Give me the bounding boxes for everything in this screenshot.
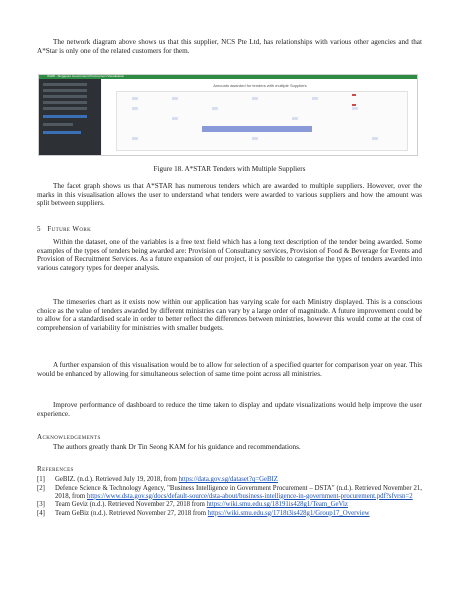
reference-number: [4] bbox=[37, 509, 45, 517]
references-heading: References bbox=[37, 465, 74, 473]
figure-main-panel bbox=[102, 79, 418, 156]
figure-facet-cell bbox=[212, 107, 218, 110]
figure-sidebar-item-active bbox=[43, 131, 81, 134]
figure-caption: Figure 18. A*STAR Tenders with Multiple Suppliers bbox=[153, 165, 306, 173]
reference-number: [2] bbox=[37, 484, 45, 492]
figure-facet-cell bbox=[252, 97, 258, 100]
future-work-paragraph: Within the dataset, one of the variables is a free text field which has a long text description of the tender being awarded. Some examples of the types of tenders being awarded are: Provision of Consultancy services, Provision of Food & Beverage for Events and Provision of Recruitment Services. As a future expansion of our project, it is possible to categorise the types of tenders awarded into various category types for deeper analysis. bbox=[37, 238, 422, 272]
figure-sidebar-item bbox=[43, 101, 87, 104]
figure-chart-title: Amounts awarded for tenders with multiple Suppliers bbox=[213, 83, 307, 88]
reference-text: GeBIZ. (n.d.). Retrieved July 19, 2018, from bbox=[55, 476, 177, 483]
figure-sidebar-item bbox=[43, 95, 87, 98]
section-title: Future Work bbox=[47, 225, 92, 233]
figure-sidebar-item-active bbox=[43, 115, 87, 118]
reference-text: Defence Science & Technology Agency, "Business Intelligence in Government Procurement – DSTA" (n.d.). Retrieved November 21, 2018, from bbox=[55, 484, 422, 500]
future-work-paragraph: Improve performance of dashboard to reduce the time taken to display and update visualizations would help improve the user experience. bbox=[37, 401, 422, 418]
future-work-paragraph: The timeseries chart as it exists now within our application has varying scale for each Ministry displayed. This is a conscious choice as the value of tenders awarded by different ministries can vary by a large order of magnitude. A future improvement could be to allow for a standardised scale in order to better reflect the differences between ministries, however this would come at the cost of comprehension of variability for ministries with smaller budgets. bbox=[37, 298, 422, 332]
reference-link[interactable]: https://data.gov.sg/dataset?q=GeBIZ bbox=[178, 476, 278, 483]
reference-link[interactable]: https://wiki.smu.edu.sg/1718t3is428g1/Group17_Overview bbox=[207, 509, 370, 517]
reference-text: Team Geviz (n.d.). Retrieved November 27, 2018 from bbox=[55, 501, 205, 509]
figure-sidebar-item bbox=[43, 83, 87, 86]
references-list bbox=[37, 476, 422, 518]
figure-facet-cell bbox=[132, 107, 138, 110]
figure-facet-cell bbox=[172, 97, 178, 100]
figure-facet-cell-red bbox=[352, 94, 356, 96]
acknowledgements-text: The authors greatly thank Dr Tin Seong KAM for his guidance and recommendations. bbox=[53, 443, 301, 451]
figure-facet-cell-red bbox=[352, 104, 356, 106]
section-heading-future-work bbox=[37, 225, 422, 233]
section-number: 5 bbox=[37, 225, 41, 233]
reference-number: [3] bbox=[37, 501, 45, 509]
figure-sidebar-item bbox=[43, 89, 87, 92]
figure-dashboard-screenshot bbox=[38, 74, 418, 156]
figure-facet-cell bbox=[352, 107, 358, 110]
figure-sidebar-item bbox=[43, 123, 73, 126]
figure-facet-cell bbox=[292, 117, 298, 120]
reference-text: Team GeBiz (n.d.). Retrieved November 27, 2018 from bbox=[55, 509, 207, 517]
reference-item bbox=[37, 485, 422, 501]
figure-facet-cell bbox=[252, 137, 258, 140]
figure-topbar-text: IS428 - Singapore Government Procurement Visualisation bbox=[47, 74, 125, 78]
acknowledgements-heading: Acknowledgements bbox=[37, 433, 101, 441]
reference-item bbox=[37, 501, 422, 509]
figure-sidebar bbox=[39, 79, 101, 156]
figure-facet-cell-highlight bbox=[202, 126, 312, 132]
reference-item bbox=[37, 476, 422, 484]
facet-paragraph: The facet graph shows us that A*STAR has numerous tenders which are awarded to multiple suppliers. However, over the marks in this visualisation allows the user to understand what tenders were awarded to various suppliers and how the amount was split between suppliers. bbox=[37, 182, 422, 208]
reference-link[interactable]: https://wiki.smu.edu.sg/18191is428g1/Team_GeViz bbox=[206, 501, 348, 509]
future-work-paragraph: A further expansion of this visualisation would be to allow for selection of a specified quarter for comparison year on year. This would be enhanced by allowing for simultaneous selection of same time point across all ministries. bbox=[37, 361, 422, 378]
figure-sidebar-item bbox=[43, 107, 87, 110]
reference-item bbox=[37, 510, 422, 518]
intro-paragraph: The network diagram above shows us that this supplier, NCS Pte Ltd, has relationships with various other agencies and that A*Star is only one of the related customers for them. bbox=[37, 38, 422, 55]
reference-link[interactable]: https://www.dsta.gov.sg/docs/default-source/dsta-about/business-intelligence-in-government-procurement.pdf?sfvrsn=2 bbox=[86, 492, 413, 500]
figure-facet-cell bbox=[312, 97, 318, 100]
reference-number: [1] bbox=[37, 476, 45, 483]
figure-facet-cell bbox=[372, 137, 378, 140]
figure-facet-grid bbox=[116, 91, 408, 151]
figure-facet-cell bbox=[132, 137, 138, 140]
figure-facet-cell bbox=[172, 117, 178, 120]
figure-facet-cell bbox=[132, 97, 138, 100]
